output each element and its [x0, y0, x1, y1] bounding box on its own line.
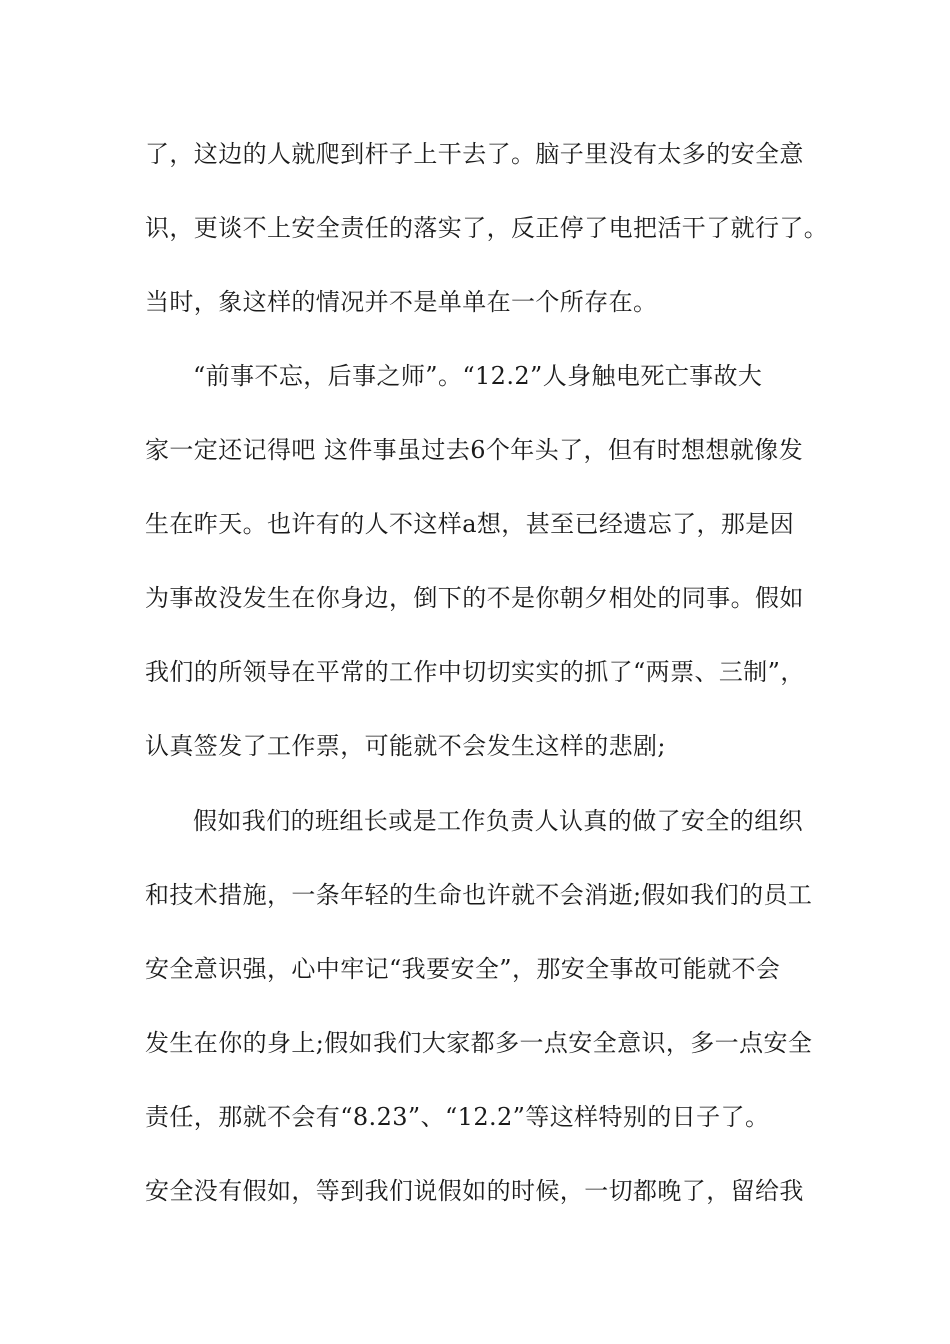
text-line: 当时，象这样的情况并不是单单在一个所存在。 — [145, 288, 658, 316]
text-line: 了，这边的人就爬到杆子上干去了。脑子里没有太多的安全意 — [145, 140, 804, 168]
text-line: 和技术措施，一条年轻的生命也许就不会消逝;假如我们的员工 — [145, 881, 813, 909]
text-line: 发生在你的身上;假如我们大家都多一点安全意识，多一点安全 — [145, 1029, 813, 1057]
text-line: 识，更谈不上安全责任的落实了，反正停了电把活干了就行了。 — [145, 214, 829, 242]
text-line: 生在昨天。也许有的人不这样a想，甚至已经遗忘了，那是因 — [145, 510, 795, 538]
text-line: 家一定还记得吧 这件事虽过去6个年头了，但有时想想就像发 — [145, 436, 804, 464]
text-line: 认真签发了工作票，可能就不会发生这样的悲剧; — [145, 732, 666, 760]
text-line: 安全意识强，心中牢记“我要安全”，那安全事故可能就不会 — [145, 955, 781, 983]
text-line: “前事不忘，后事之师”。“12.2”人身触电死亡事故大 — [193, 362, 763, 390]
text-line: 为事故没发生在你身边，倒下的不是你朝夕相处的同事。假如 — [145, 584, 804, 612]
text-line: 责任，那就不会有“8.23”、“12.2”等这样特别的日子了。 — [145, 1103, 770, 1131]
text-line: 我们的所领导在平常的工作中切切实实的抓了“两票、三制”， — [145, 658, 805, 686]
text-line: 安全没有假如，等到我们说假如的时候，一切都晚了，留给我 — [145, 1177, 804, 1205]
text-line: 假如我们的班组长或是工作负责人认真的做了安全的组织 — [193, 807, 803, 835]
